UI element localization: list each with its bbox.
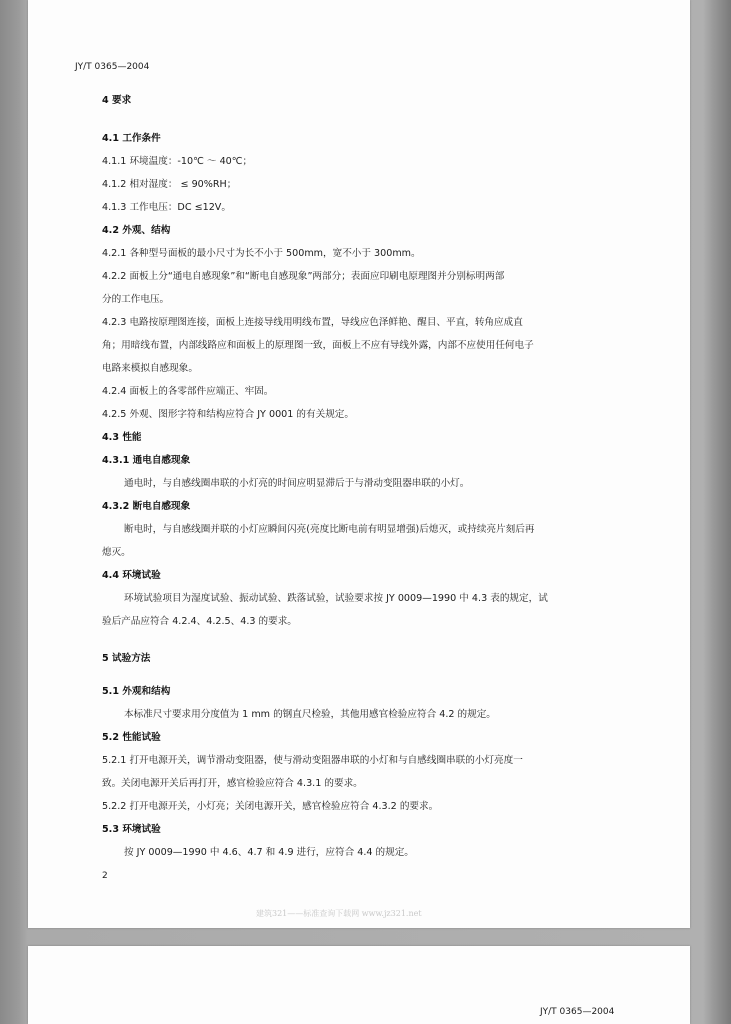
clause-heading: 4.3.2 断电自感现象: [102, 501, 191, 512]
subsection-heading: 4.2 外观、结构: [102, 225, 171, 236]
clause-line: 4.1.1 环境温度：-10℃ ～ 40℃；: [102, 156, 253, 167]
clause-line: 按 JY 0009—1990 中 4.6、4.7 和 4.9 进行，应符合 4.4 的规定。: [124, 847, 414, 858]
clause-line: 验后产品应符合 4.2.4、4.2.5、4.3 的要求。: [102, 616, 297, 627]
header-code: JY/T 0365—2004: [540, 1007, 615, 1017]
clause-line: 本标准尺寸要求用分度值为 1 mm 的钢直尺检验，其他用感官检验应符合 4.2 的规定。: [124, 709, 496, 720]
clause-line: 4.1.2 相对湿度： ≤ 90%RH；: [102, 179, 237, 190]
document-page: [28, 0, 690, 928]
document-page-next: [28, 946, 690, 1024]
clause-line: 断电时，与自感线圈并联的小灯应瞬间闪亮(亮度比断电前有明显增强)后熄灭，或持续亮片刻后再: [124, 524, 535, 535]
clause-heading: 4.3.1 通电自感现象: [102, 455, 191, 466]
clause-line: 熄灭。: [102, 547, 131, 558]
clause-line: 4.2.5 外观、图形字符和结构应符合 JY 0001 的有关规定。: [102, 409, 354, 420]
subsection-heading: 4.1 工作条件: [102, 133, 161, 144]
subsection-heading: 5.2 性能试验: [102, 732, 161, 743]
subsection-heading: 4.4 环境试验: [102, 570, 161, 581]
section-heading: 4 要求: [102, 95, 132, 106]
subsection-heading: 4.3 性能: [102, 432, 142, 443]
clause-line: 通电时，与自感线圈串联的小灯亮的时间应明显滞后于与滑动变阻器串联的小灯。: [124, 478, 470, 489]
clause-line: 电路来模拟自感现象。: [102, 363, 198, 374]
subsection-heading: 5.1 外观和结构: [102, 686, 171, 697]
clause-line: 4.1.3 工作电压：DC ≤12V。: [102, 202, 231, 213]
clause-line: 环境试验项目为湿度试验、振动试验、跌落试验，试验要求按 JY 0009—1990 中 4.3 表的规定，试: [124, 593, 548, 604]
clause-line: 致。关闭电源开关后再打开，感官检验应符合 4.3.1 的要求。: [102, 778, 363, 789]
page-number: 2: [102, 871, 108, 881]
clause-line: 4.2.3 电路按原理图连接，面板上连接导线用明线布置，导线应色泽鲜艳、醒目、平直，转角应成直: [102, 317, 523, 328]
watermark-text: 建筑321——标准查询下载网 www.jz321.net: [256, 909, 422, 918]
clause-line: 4.2.1 各种型号面板的最小尺寸为长不小于 500mm，宽不小于 300mm。: [102, 248, 421, 259]
clause-line: 4.2.4 面板上的各零部件应端正、牢固。: [102, 386, 274, 397]
clause-line: 4.2.2 面板上分“通电自感现象”和“断电自感现象”两部分；表面应印刷电原理图并分别标明两部: [102, 271, 505, 282]
clause-line: 角；用暗线布置，内部线路应和面板上的原理图一致，面板上不应有导线外露，内部不应使用任何电子: [102, 340, 534, 351]
clause-line: 5.2.2 打开电源开关，小灯亮；关闭电源开关，感官检验应符合 4.3.2 的要求。: [102, 801, 439, 812]
header-code: JY/T 0365—2004: [75, 62, 150, 72]
subsection-heading: 5.3 环境试验: [102, 824, 161, 835]
section-heading: 5 试验方法: [102, 653, 151, 664]
clause-line: 5.2.1 打开电源开关，调节滑动变阻器，使与滑动变阻器串联的小灯和与自感线圈串联的小灯亮度一: [102, 755, 523, 766]
clause-line: 分的工作电压。: [102, 294, 170, 305]
